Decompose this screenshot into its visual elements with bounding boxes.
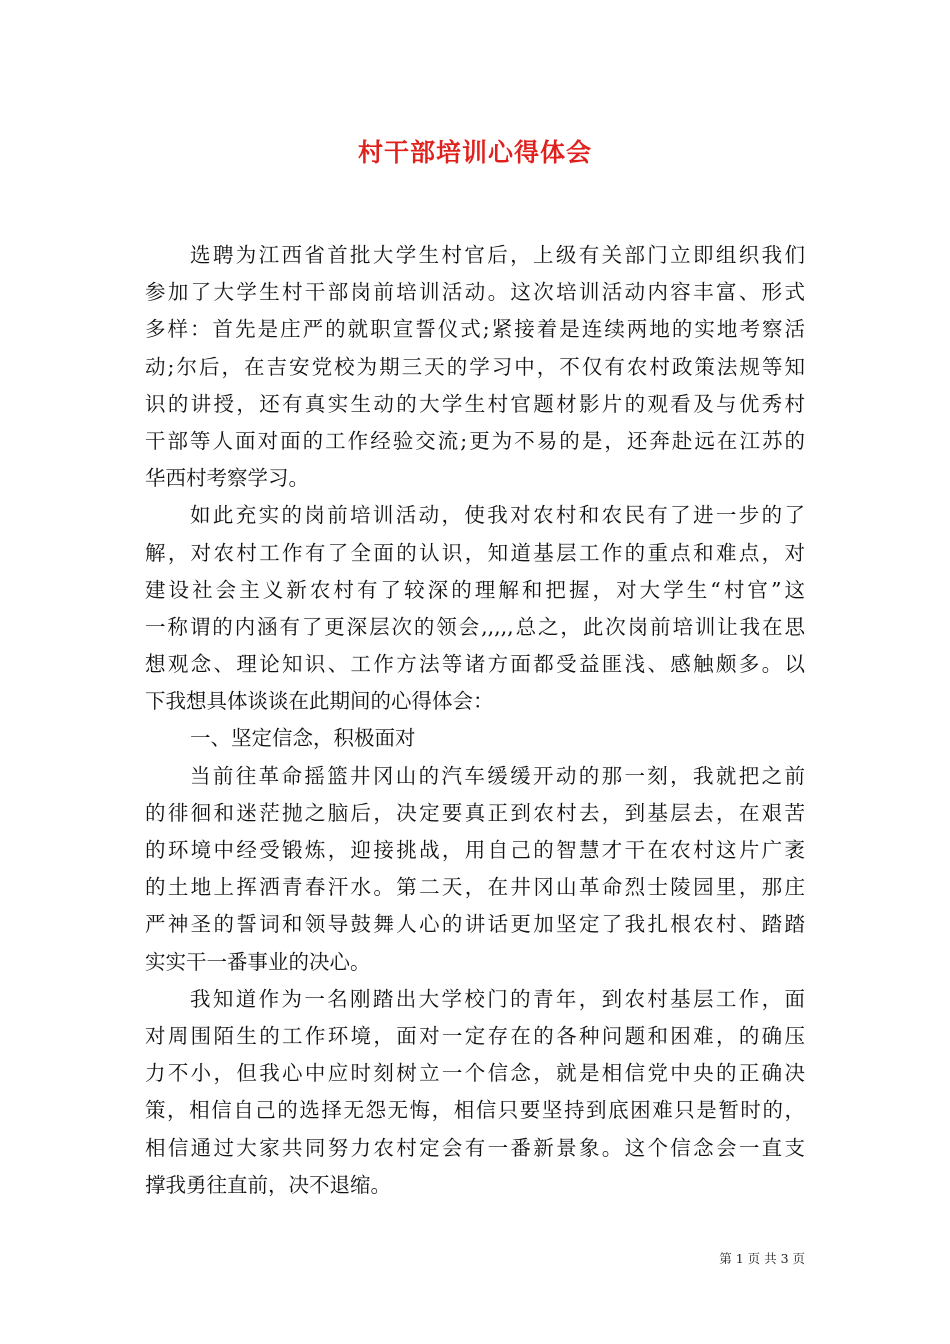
- paragraph: [145, 497, 805, 720]
- text-line: 的环境中经受锻炼，迎接挑战，用自己的智慧才干在农村这片广袤: [145, 838, 805, 862]
- text-line: 动;尔后，在吉安党校为期三天的学习中，不仅有农村政策法规等知: [145, 354, 805, 379]
- text-line: 撑我勇往直前，决不退缩。: [145, 1172, 391, 1197]
- document-body: [145, 237, 805, 1204]
- text-line: 参加了大学生村干部岗前培训活动。这次培训活动内容丰富、形式: [145, 280, 805, 305]
- text-line: 一称谓的内涵有了更深层次的领会,,,,,总之，此次岗前培训让我在思: [145, 614, 805, 639]
- page-number: 第 1 页 共 3 页: [719, 1251, 805, 1266]
- text-line: 下我想具体谈谈在此期间的心得体会：: [145, 689, 494, 714]
- text-line: 干部等人面对面的工作经验交流;更为不易的是，还奔赴远在江苏的: [145, 428, 805, 453]
- text-line: 策，相信自己的选择无怨无悔，相信只要坚持到底困难只是暂时的，: [145, 1098, 805, 1123]
- paragraph: [145, 237, 805, 497]
- text-line: 对周围陌生的工作环境，面对一定存在的各种问题和困难，的确压: [145, 1023, 805, 1048]
- text-line: 识的讲授，还有真实生动的大学生村官题材影片的观看及与优秀村: [145, 391, 805, 416]
- text-line: 选聘为江西省首批大学生村官后，上级有关部门立即组织我们: [190, 243, 805, 267]
- text-line: 严神圣的誓词和领导鼓舞人心的讲话更加坚定了我扎根农村、踏踏: [145, 912, 805, 937]
- text-line: 建设社会主义新农村有了较深的理解和把握，对大学生“村官”这: [145, 577, 805, 602]
- text-line: 多样：首先是庄严的就职宣誓仪式;紧接着是连续两地的实地考察活: [145, 317, 805, 342]
- paragraph: [145, 720, 805, 757]
- paragraph: [145, 758, 805, 981]
- text-line: 我知道作为一名刚踏出大学校门的青年，到农村基层工作，面: [190, 986, 805, 1011]
- document-title: 村干部培训心得体会: [357, 138, 592, 167]
- text-line: 一、坚定信念，积极面对: [190, 726, 416, 751]
- text-line: 的徘徊和迷茫抛之脑后，决定要真正到农村去，到基层去，在艰苦: [145, 800, 805, 825]
- paragraph: [145, 981, 805, 1204]
- text-line: 解，对农村工作有了全面的认识，知道基层工作的重点和难点，对: [145, 540, 805, 565]
- text-line: 的土地上挥洒青春汗水。第二天，在井冈山革命烈士陵园里，那庄: [145, 875, 805, 900]
- text-line: 实实干一番事业的决心。: [145, 949, 371, 974]
- text-line: 如此充实的岗前培训活动，使我对农村和农民有了进一步的了: [190, 503, 805, 528]
- text-line: 当前往革命摇篮井冈山的汽车缓缓开动的那一刻，我就把之前: [190, 763, 805, 788]
- text-line: 力不小，但我心中应时刻树立一个信念，就是相信党中央的正确决: [145, 1061, 805, 1086]
- text-line: 想观念、理论知识、工作方法等诸方面都受益匪浅、感触颇多。以: [145, 652, 805, 677]
- text-line: 相信通过大家共同努力农村定会有一番新景象。这个信念会一直支: [145, 1135, 805, 1160]
- text-line: 华西村考察学习。: [145, 466, 309, 491]
